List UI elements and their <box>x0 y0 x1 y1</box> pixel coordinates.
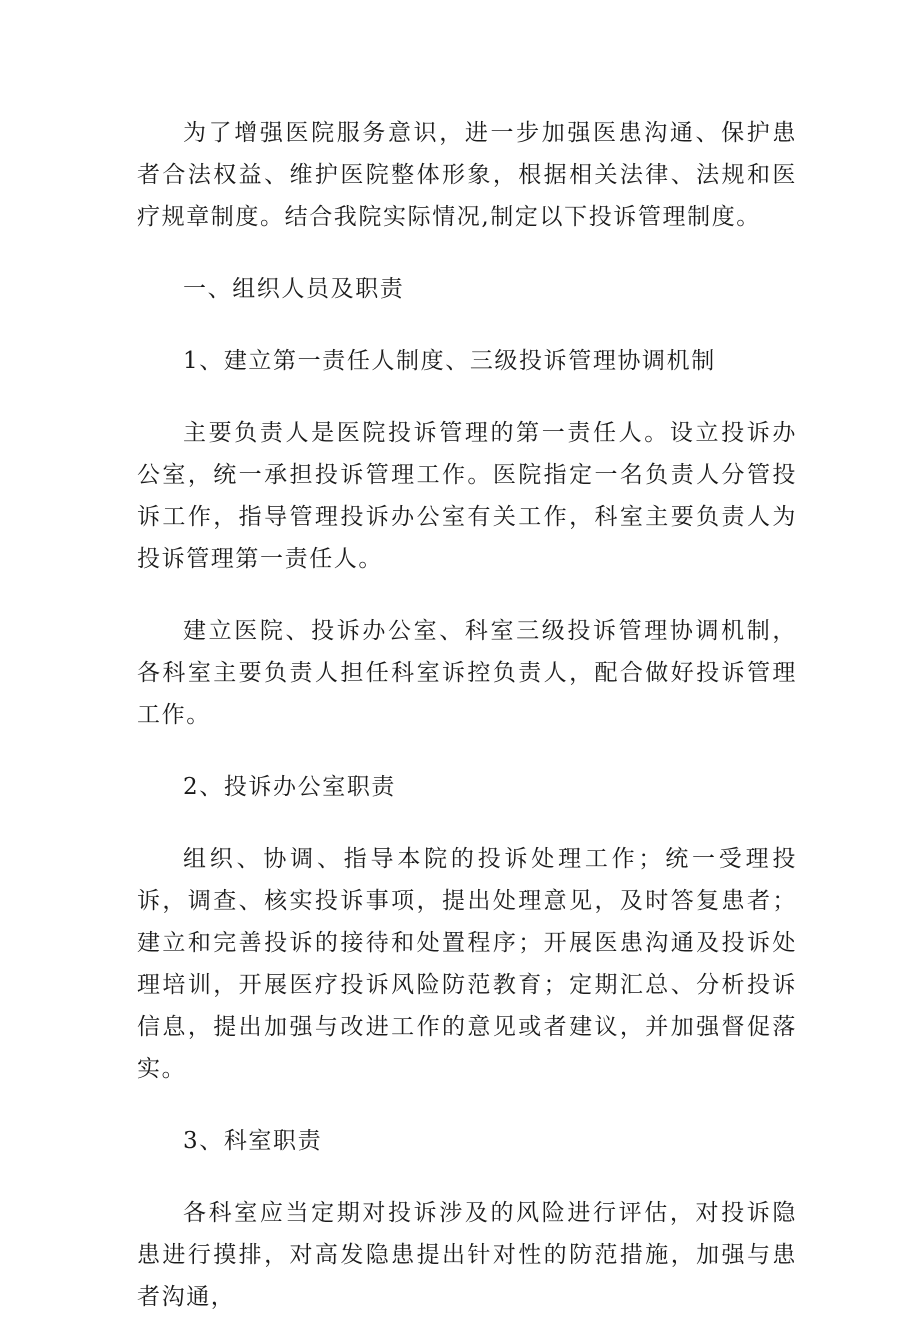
item-1-heading: 1、建立第一责任人制度、三级投诉管理协调机制 <box>183 348 716 374</box>
item-1-paragraph-1: 主要负责人是医院投诉管理的第一责任人。设立投诉办公室，统一承担投诉管理工作。医院指定一名负责人分管投诉工作，指导管理投诉办公室有关工作，科室主要负责人为投诉管理第一责任人。 <box>137 420 797 572</box>
item-3-paragraph: 各科室应当定期对投诉涉及的风险进行评估，对投诉隐患进行摸排，对高发隐患提出针对性的防范措施，加强与患者沟通， <box>137 1200 797 1310</box>
item-2-heading: 2、投诉办公室职责 <box>183 774 397 800</box>
intro-paragraph: 为了增强医院服务意识，进一步加强医患沟通、保护患者合法权益、维护医院整体形象，根据相关法律、法规和医疗规章制度。结合我院实际情况,制定以下投诉管理制度。 <box>137 120 797 230</box>
item-2-paragraph: 组织、协调、指导本院的投诉处理工作；统一受理投诉，调查、核实投诉事项，提出处理意见，及时答复患者；建立和完善投诉的接待和处置程序；开展医患沟通及投诉处理培训，开展医疗投诉风险防范教育；定期汇总、分析投诉信息，提出加强与改进工作的意见或者建议，并加强督促落实。 <box>137 846 797 1082</box>
section-1-heading: 一、组织人员及职责 <box>183 276 405 302</box>
document-body <box>137 112 797 1318</box>
item-1-paragraph-2: 建立医院、投诉办公室、科室三级投诉管理协调机制，各科室主要负责人担任科室诉控负责人，配合做好投诉管理工作。 <box>137 618 797 728</box>
item-3-heading: 3、科室职责 <box>183 1128 323 1154</box>
